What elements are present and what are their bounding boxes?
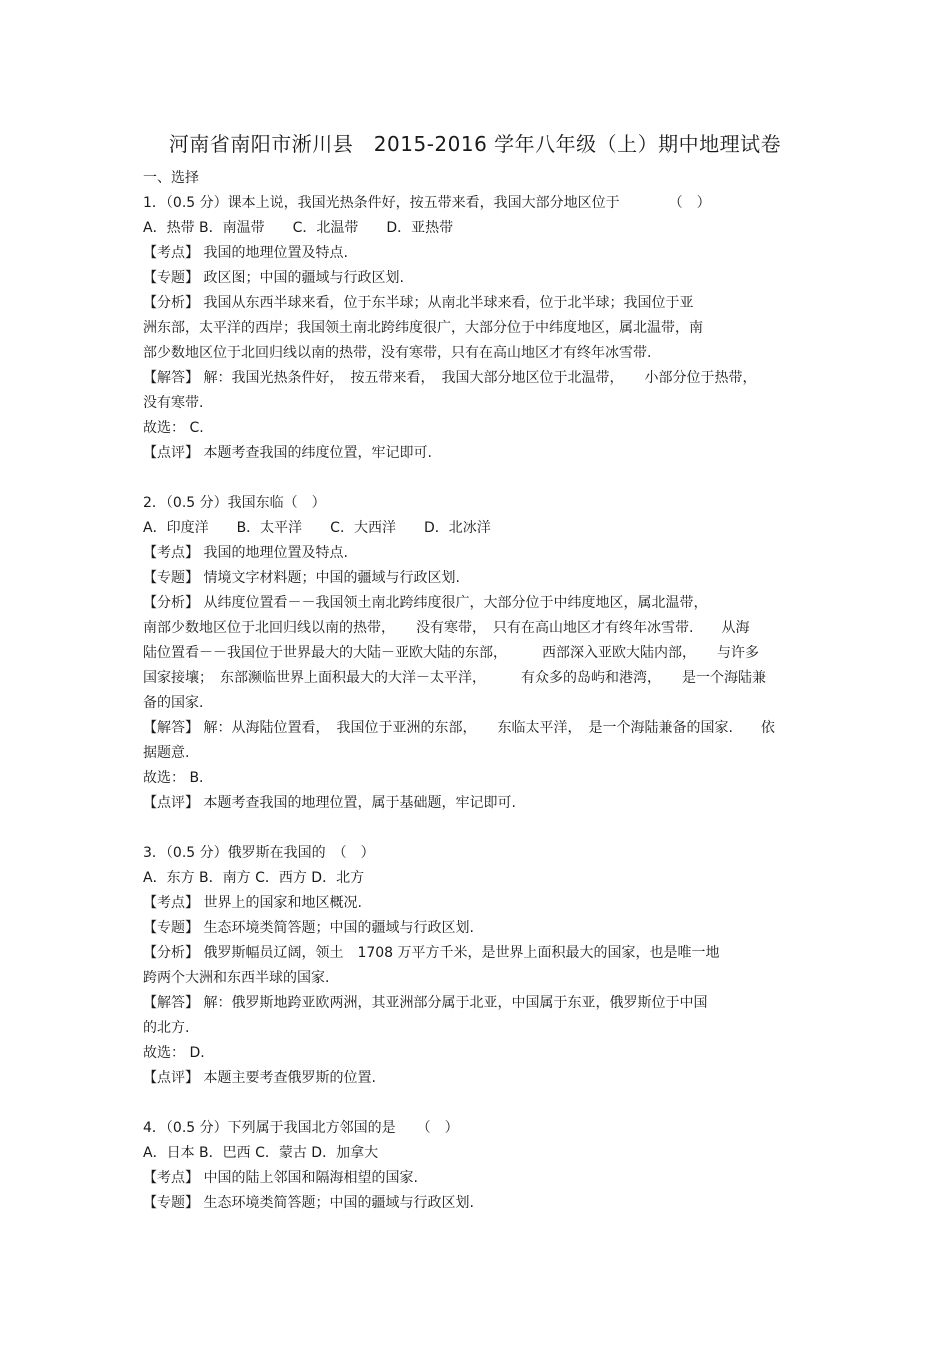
question-options: A．日本 B．巴西 C．蒙古 D．加拿大	[143, 1145, 379, 1161]
knowledge-point: 【考点】 中国的陆上邻国和隔海相望的国家.	[143, 1170, 418, 1186]
comment: 【点评】 本题主要考查俄罗斯的位置.	[143, 1070, 376, 1086]
question-options: A．东方 B．南方 C．西方 D．北方	[143, 870, 365, 886]
topic: 【专题】 生态环境类简答题；中国的疆域与行政区划.	[143, 1195, 474, 1211]
comment: 【点评】 本题考查我国的地理位置，属于基础题，牢记即可.	[143, 795, 516, 811]
section-heading: 一、选择	[143, 170, 199, 186]
question-options: A．印度洋 B．太平洋 C．大西洋 D．北冰洋	[143, 520, 491, 536]
page-title: 河南省南阳市淅川县 2015-2016 学年八年级（上）期中地理试卷	[168, 132, 782, 156]
analysis-line: 洲东部，太平洋的西岸；我国领土南北跨纬度很广，大部分位于中纬度地区，属北温带，南	[143, 320, 703, 336]
analysis-line: 跨两个大洲和东西半球的国家.	[143, 970, 330, 986]
question-1	[143, 191, 815, 466]
knowledge-point: 【考点】 我国的地理位置及特点.	[143, 245, 348, 261]
solution-line: 【解答】 解：从海陆位置看， 我国位于亚洲的东部， 东临太平洋， 是一个海陆兼备的国家. 依	[143, 720, 775, 736]
solution-line: 没有寒带.	[143, 395, 204, 411]
question-stem: 1．（0.5 分）课本上说，我国光热条件好，按五带来看，我国大部分地区位于 （ ）	[143, 195, 711, 211]
exam-content	[143, 166, 815, 1216]
question-stem: 2．（0.5 分）我国东临（ ）	[143, 495, 326, 511]
solution-line: 【解答】 解：俄罗斯地跨亚欧两洲，其亚洲部分属于北亚，中国属于东亚，俄罗斯位于中国	[143, 995, 708, 1011]
question-stem: 4．（0.5 分）下列属于我国北方邻国的是 （ ）	[143, 1120, 459, 1136]
solution-line: 【解答】 解：我国光热条件好， 按五带来看， 我国大部分地区位于北温带， 小部分位于热带，	[143, 370, 757, 386]
comment: 【点评】 本题考查我国的纬度位置，牢记即可.	[143, 445, 432, 461]
analysis-line: 国家接壤； 东部濒临世界上面积最大的大洋－太平洋， 有众多的岛屿和港湾， 是一个海陆兼	[143, 670, 766, 686]
answer: 故选： D.	[143, 1045, 205, 1061]
knowledge-point: 【考点】 世界上的国家和地区概况.	[143, 895, 362, 911]
analysis-line: 【分析】 俄罗斯幅员辽阔，领土 1708 万平方千米，是世界上面积最大的国家，也是唯一地	[143, 945, 720, 961]
analysis-line: 陆位置看－－我国位于世界最大的大陆－亚欧大陆的东部， 西部深入亚欧大陆内部， 与许多	[143, 645, 759, 661]
question-stem: 3．（0.5 分）俄罗斯在我国的 （ ）	[143, 845, 375, 861]
question-3	[143, 841, 815, 1091]
solution-line: 据题意.	[143, 745, 190, 761]
analysis-line: 备的国家.	[143, 695, 204, 711]
analysis-line: 【分析】 从纬度位置看－－我国领土南北跨纬度很广，大部分位于中纬度地区，属北温带，	[143, 595, 708, 611]
answer: 故选： C.	[143, 420, 204, 436]
answer: 故选： B.	[143, 770, 204, 786]
analysis-line: 部少数地区位于北回归线以南的热带，没有寒带，只有在高山地区才有终年冰雪带.	[143, 345, 652, 361]
analysis-line: 南部少数地区位于北回归线以南的热带， 没有寒带， 只有在高山地区才有终年冰雪带. 从海	[143, 620, 750, 636]
topic: 【专题】 生态环境类简答题；中国的疆域与行政区划.	[143, 920, 474, 936]
solution-line: 的北方.	[143, 1020, 190, 1036]
question-options: A．热带 B．南温带 C．北温带 D．亚热带	[143, 220, 454, 236]
question-2	[143, 491, 815, 816]
analysis-line: 【分析】 我国从东西半球来看，位于东半球；从南北半球来看，位于北半球；我国位于亚	[143, 295, 694, 311]
topic: 【专题】 情境文字材料题；中国的疆域与行政区划.	[143, 570, 460, 586]
question-4	[143, 1116, 815, 1216]
topic: 【专题】 政区图；中国的疆域与行政区划.	[143, 270, 404, 286]
knowledge-point: 【考点】 我国的地理位置及特点.	[143, 545, 348, 561]
